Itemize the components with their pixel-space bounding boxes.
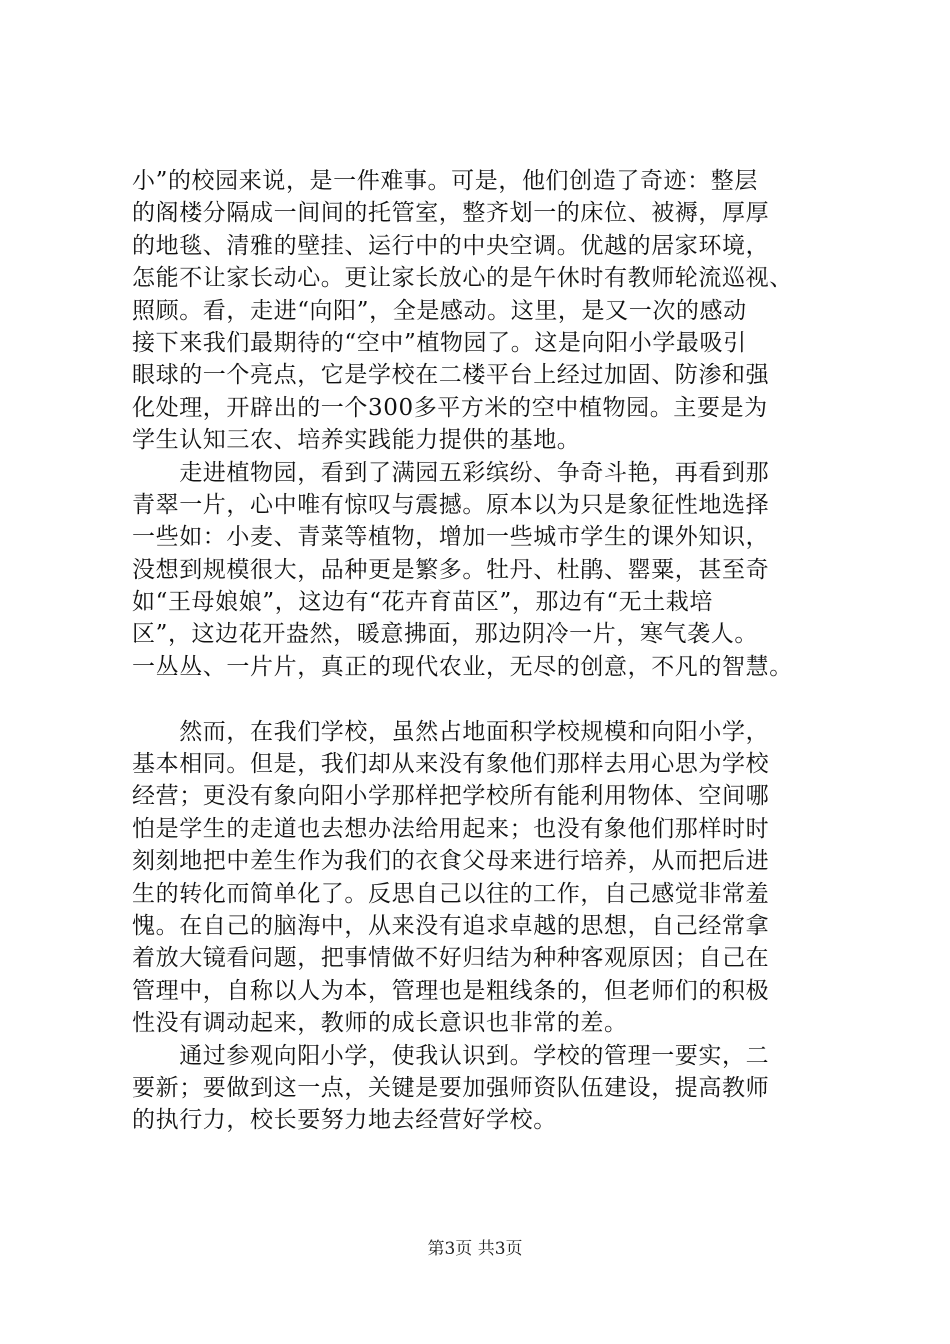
text-line: 的阁楼分隔成一间间的托管室，整齐划一的床位、被褥，厚厚 <box>132 200 770 227</box>
blank-line <box>132 683 832 715</box>
text-line: 要新；要做到这一点，关键是要加强师资队伍建设，提高教师 <box>132 1074 770 1101</box>
text-line: 如“王母娘娘”，这边有“花卉育苗区”，那边有“无土栽培 <box>132 589 713 616</box>
text-line: 的执行力，校长要努力地去经营好学校。 <box>132 1107 557 1134</box>
page-footer: 第3页 共3页 <box>427 1239 523 1259</box>
document-body <box>132 165 832 1137</box>
text-line: 怕是学生的走道也去想办法给用起来；也没有象他们那样时时 <box>132 815 770 842</box>
text-line: 的地毯、清雅的壁挂、运行中的中央空调。优越的居家环境， <box>132 232 770 259</box>
text-line: 愧。在自己的脑海中，从来没有追求卓越的思想，自己经常拿 <box>132 912 770 939</box>
text-line: 基本相同。但是，我们却从来没有象他们那样去用心思为学校 <box>132 751 770 778</box>
text-line: 眼球的一个亮点，它是学校在二楼平台上经过加固、防渗和强 <box>132 362 770 389</box>
text-line: 青翠一片，心中唯有惊叹与震撼。原本以为只是象征性地选择 <box>132 491 770 518</box>
text-line: 着放大镜看问题，把事情做不好归结为种种客观原因；自己在 <box>132 945 770 972</box>
text-line: 学生认知三农、培养实践能力提供的基地。 <box>132 427 581 454</box>
text-line: 生的转化而简单化了。反思自己以往的工作，自己感觉非常羞 <box>132 880 770 907</box>
text-line: 刻刻地把中差生作为我们的衣食父母来进行培养，从而把后进 <box>132 848 770 875</box>
text-line: 小”的校园来说，是一件难事。可是，他们创造了奇迹：整层 <box>132 168 758 194</box>
text-line: 通过参观向阳小学，使我认识到。学校的管理一要实，二 <box>132 1042 770 1069</box>
text-line: 一些如：小麦、青菜等植物，增加一些城市学生的课外知识， <box>132 524 770 551</box>
text-line: 然而，在我们学校，虽然占地面积学校规模和向阳小学， <box>132 718 770 745</box>
text-line: 一丛丛、一片片，真正的现代农业，无尽的创意，不凡的智慧。 <box>132 653 793 680</box>
text-line: 接下来我们最期待的“空中”植物园了。这是向阳小学最吸引 <box>132 329 747 356</box>
text-line: 管理中，自称以人为本，管理也是粗线条的，但老师们的积极 <box>132 977 770 1004</box>
text-line: 走进植物园，看到了满园五彩缤纷、争奇斗艳，再看到那 <box>132 459 770 486</box>
text-line: 区”，这边花开盎然，暖意拂面，那边阴冷一片，寒气袭人。 <box>132 621 758 648</box>
text-line: 没想到规模很大，品种更是繁多。牡丹、杜鹃、罂粟，甚至奇 <box>132 556 770 583</box>
text-line: 性没有调动起来，教师的成长意识也非常的差。 <box>132 1010 628 1037</box>
text-line: 化处理，开辟出的一个300多平方米的空中植物园。主要是为 <box>132 394 768 421</box>
text-line: 经营；更没有象向阳小学那样把学校所有能利用物体、空间哪 <box>132 783 770 810</box>
text-line: 怎能不让家长动心。更让家长放心的是午休时有教师轮流巡视、 <box>132 265 793 292</box>
text-line: 照顾。看，走进“向阳”，全是感动。这里，是又一次的感动 <box>132 297 747 324</box>
